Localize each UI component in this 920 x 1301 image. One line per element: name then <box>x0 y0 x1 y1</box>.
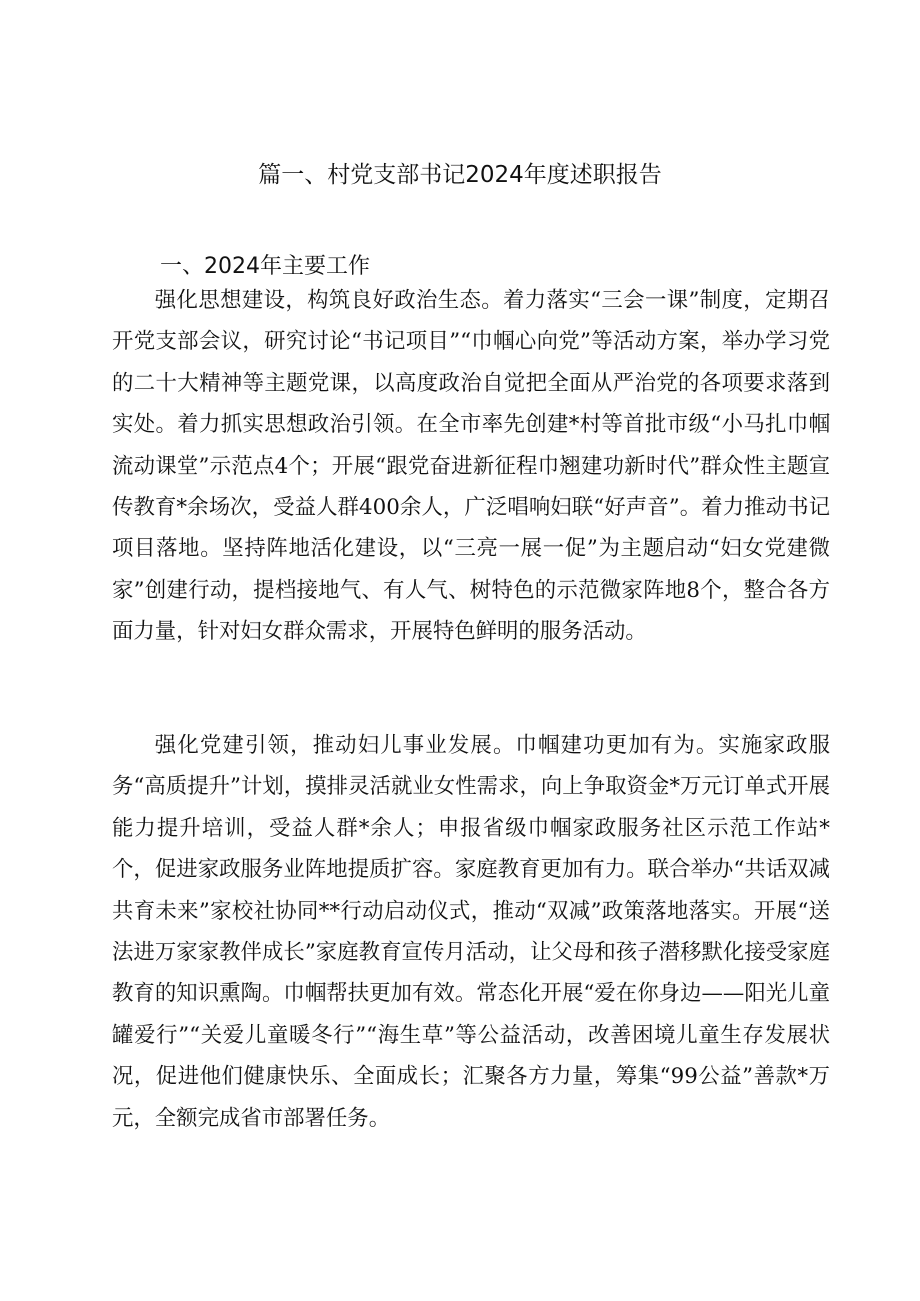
document-title: 篇一、村党支部书记2024年度述职报告 <box>258 162 662 188</box>
body-paragraph-1: 强化思想建设，构筑良好政治生态。着力落实“三会一课”制度，定期召开党支部会议，研究讨论“书记项目”“巾帼心向党”等活动方案，举办学习党的二十大精神等主题党课，以高度政治自觉把全面从严治党的各项要求落到实处。着力抓实思想政治引领。在全市率先创建*村等首批市级“小马扎巾帼流动课堂”示范点4个；开展“跟党奋进新征程巾翘建功新时代”群众性主题宣传教育*余场次，受益人群400余人，广泛唱响妇联“好声音”。着力推动书记项目落地。坚持阵地活化建设，以“三亮一展一促”为主题启动“妇女党建微家”创建行动，提档接地气、有人气、树特色的示范微家阵地8个，整合各方面力量，针对妇女群众需求，开展特色鲜明的服务活动。 <box>112 288 830 645</box>
body-paragraph-2: 强化党建引领，推动妇儿事业发展。巾帼建功更加有为。实施家政服务“高质提升”计划，摸排灵活就业女性需求，向上争取资金*万元订单式开展能力提升培训，受益人群*余人；申报省级巾帼家政服务社区示范工作站*个，促进家政服务业阵地提质扩容。家庭教育更加有力。联合举办“共话双减共育未来”家校社协同**行动启动仪式，推动“双减”政策落地落实。开展“送法进万家家教伴成长”家庭教育宣传月活动，让父母和孩子潜移默化接受家庭教育的知识熏陶。巾帼帮扶更加有效。常态化开展“爱在你身边——阳光儿童罐爱行”“关爱儿童暖冬行”“海生草”等公益活动，改善困境儿童生存发展状况，促进他们健康快乐、全面成长；汇聚各方力量，筹集“99公益”善款*万元，全额完成省市部署任务。 <box>112 733 830 1131</box>
section-heading: 一、2024年主要工作 <box>160 254 370 279</box>
